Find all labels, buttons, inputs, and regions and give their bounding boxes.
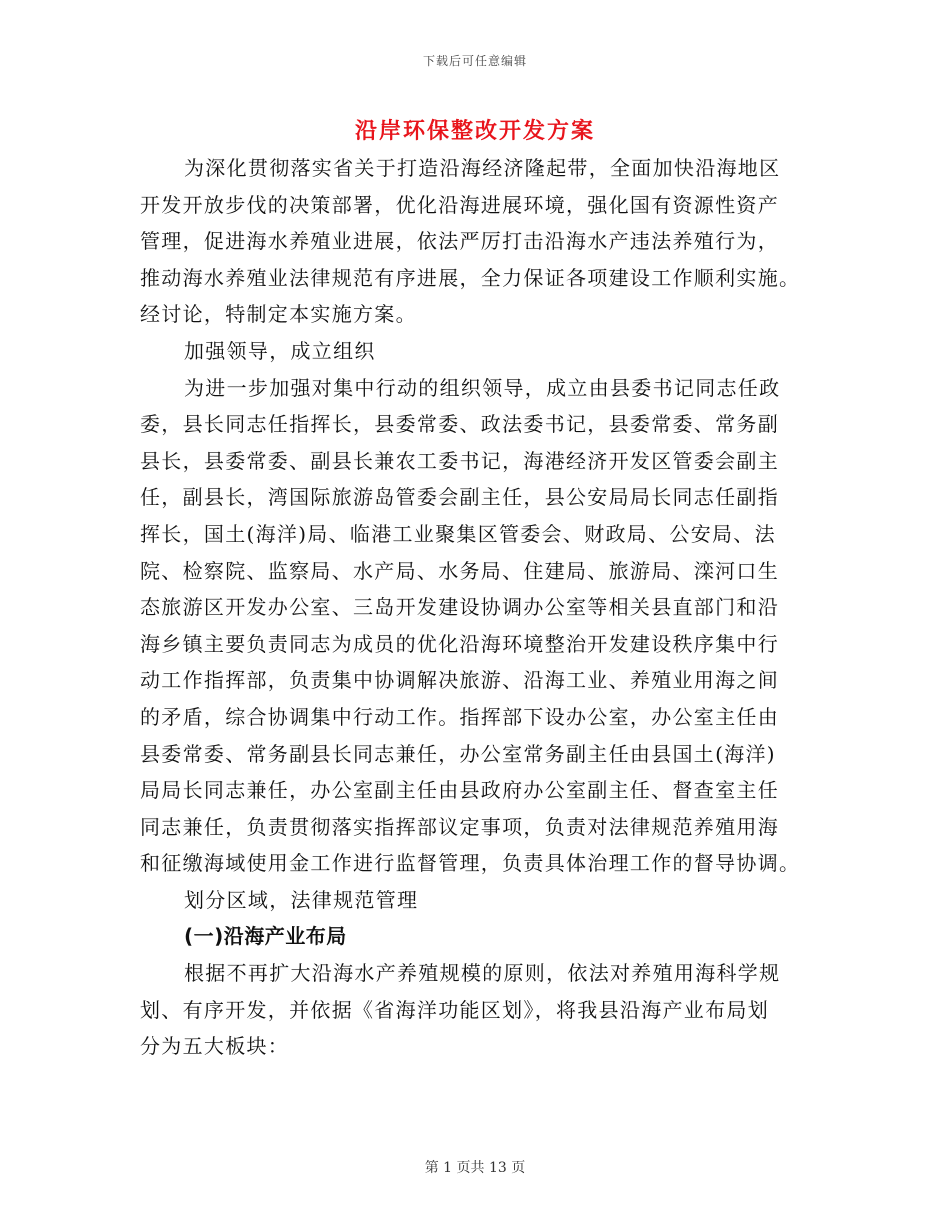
section-heading: 加强领导，成立组织	[184, 338, 376, 363]
paragraph-line: 管理，促进海水养殖业进展，依法严厉打击沿海水产违法养殖行为，	[140, 229, 779, 254]
paragraph-line: 同志兼任，负责贯彻落实指挥部议定事项，负责对法律规范养殖用海	[140, 814, 779, 839]
paragraph-line: 委，县长同志任指挥长，县委常委、政法委书记，县委常委、常务副	[140, 412, 779, 437]
paragraph-line: 态旅游区开发办公室、三岛开发建设协调办公室等相关县直部门和沿	[140, 595, 779, 620]
paragraph-line: 为进一步加强对集中行动的组织领导，成立由县委书记同志任政	[184, 375, 781, 400]
paragraph-line: 推动海水养殖业法律规范有序进展，全力保证各项建设工作顺利实施。	[140, 265, 801, 290]
document-title: 沿岸环保整改开发方案	[354, 118, 595, 144]
page-number: 第 1 页共 13 页	[424, 1160, 526, 1176]
paragraph-line: 为深化贯彻落实省关于打造沿海经济隆起带，全面加快沿海地区	[184, 156, 781, 180]
paragraph-line: 经讨论，特制定本实施方案。	[140, 302, 417, 327]
paragraph-line: 局局长同志兼任，办公室副主任由县政府办公室副主任、督查室主任	[140, 778, 779, 803]
paragraph-line: 院、检察院、监察局、水产局、水务局、住建局、旅游局、滦河口生	[140, 558, 779, 583]
paragraph-line: 挥长，国土(海洋)局、临港工业聚集区管委会、财政局、公安局、法	[140, 521, 776, 546]
paragraph-line: 县长，县委常委、副县长兼农工委书记，海港经济开发区管委会副主	[140, 448, 779, 473]
paragraph-line: 划、有序开发，并依据《省海洋功能区划》，将我县沿海产业布局划	[140, 997, 769, 1022]
subsection-heading: (一)沿海产业布局	[184, 924, 347, 949]
paragraph-line: 的矛盾，综合协调集中行动工作。指挥部下设办公室，办公室主任由	[140, 704, 779, 729]
paragraph-line: 任，副县长，湾国际旅游岛管委会副主任，县公安局局长同志任副指	[140, 485, 779, 510]
paragraph-line: 根据不再扩大沿海水产养殖规模的原则，依法对养殖用海科学规	[184, 961, 781, 986]
paragraph-line: 开发开放步伐的决策部署，优化沿海进展环境，强化国有资源性资产	[140, 192, 779, 217]
paragraph-line: 海乡镇主要负责同志为成员的优化沿海环境整治开发建设秩序集中行	[140, 631, 779, 656]
header-note: 下载后可任意编辑	[422, 54, 527, 68]
paragraph-line: 和征缴海域使用金工作进行监督管理，负责具体治理工作的督导协调。	[140, 851, 801, 876]
paragraph-line: 县委常委、常务副县长同志兼任，办公室常务副主任由县国土(海洋)	[140, 741, 776, 766]
section-heading: 划分区域，法律规范管理	[184, 887, 419, 912]
paragraph-line: 动工作指挥部，负责集中协调解决旅游、沿海工业、养殖业用海之间	[140, 668, 779, 693]
paragraph-line: 分为五大板块：	[140, 1034, 290, 1059]
document-body	[140, 150, 820, 1065]
